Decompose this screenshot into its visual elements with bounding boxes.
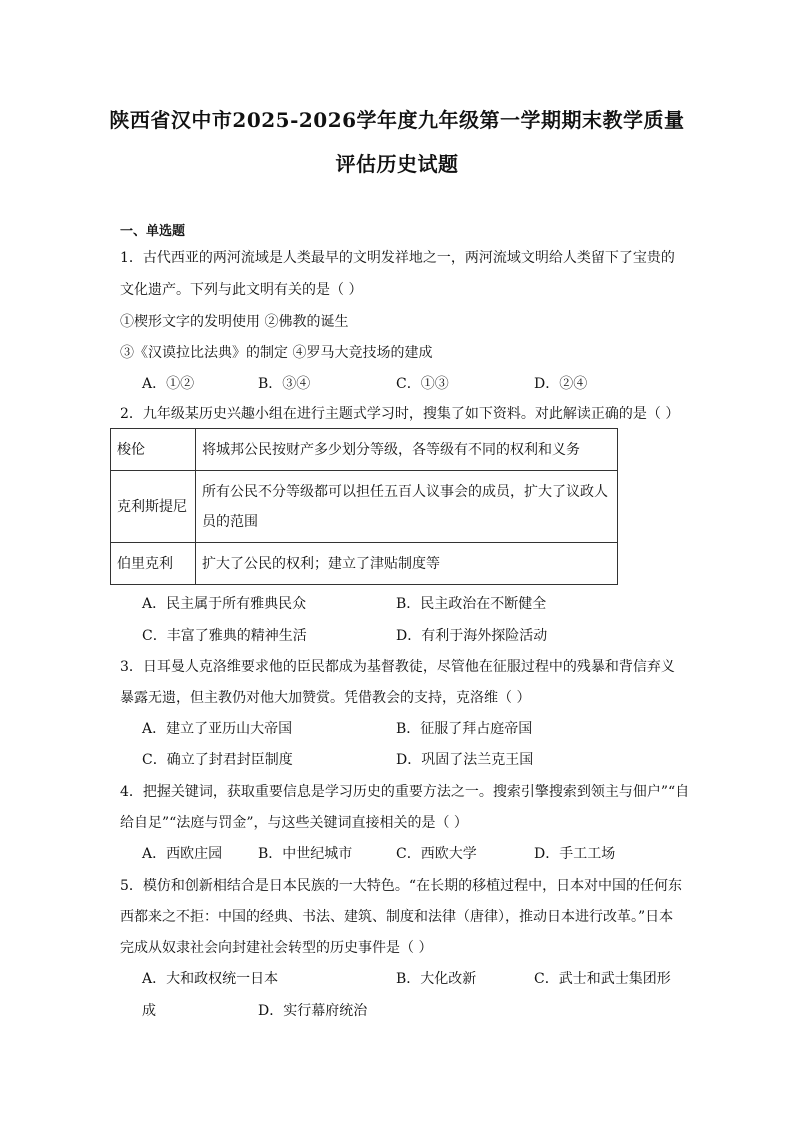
table-cell-text: 所有公民不分等级都可以担任五百人议事会的成员，扩大了议政人员的范围: [196, 471, 618, 543]
q2-option-d[interactable]: D．有利于海外探险活动: [396, 628, 548, 644]
q5-option-c-wrap[interactable]: 成: [142, 1003, 156, 1019]
table-row: [111, 429, 618, 471]
q1-option-a[interactable]: A．①②: [142, 376, 195, 392]
q2-source-table: [110, 428, 618, 585]
q3-stem-line-1: 3．日耳曼人克洛维要求他的臣民都成为基督教徒，尽管他在征服过程中的残暴和背信弃义: [120, 659, 675, 675]
q1-option-d[interactable]: D．②④: [534, 376, 588, 392]
q2-option-a[interactable]: A．民主属于所有雅典民众: [142, 596, 307, 612]
q3-option-d[interactable]: D．巩固了法兰克王国: [396, 752, 534, 768]
q2-stem: 2．九年级某历史兴趣小组在进行主题式学习时，搜集了如下资料。对此解读正确的是（ ）: [120, 406, 680, 422]
q1-item-line-2: ③《汉谟拉比法典》的制定 ④罗马大竞技场的建成: [120, 345, 433, 361]
q1-stem-line-2: 文化遗产。下列与此文明有关的是（ ）: [120, 282, 363, 298]
q3-option-c[interactable]: C．确立了封君封臣制度: [142, 752, 293, 768]
table-cell-text: 将城邦公民按财产多少划分等级，各等级有不同的权利和义务: [196, 429, 618, 471]
q3-option-b[interactable]: B．征服了拜占庭帝国: [396, 721, 533, 737]
q4-option-c[interactable]: C．西欧大学: [396, 846, 477, 862]
q1-option-b[interactable]: B．③④: [258, 376, 311, 392]
q4-option-b[interactable]: B．中世纪城市: [258, 846, 353, 862]
q1-item-line-1: ①楔形文字的发明使用 ②佛教的诞生: [120, 314, 349, 330]
table-row: [111, 543, 618, 585]
q2-option-b[interactable]: B．民主政治在不断健全: [396, 596, 547, 612]
q3-option-a[interactable]: A．建立了亚历山大帝国: [142, 721, 293, 737]
q5-option-a[interactable]: A．大和政权统一日本: [142, 971, 279, 987]
q5-stem-line-1: 5．模仿和创新相结合是日本民族的一大特色。“在长期的移植过程中，日本对中国的任何东: [120, 878, 683, 894]
q4-option-a[interactable]: A．西欧庄园: [142, 846, 223, 862]
section-heading: 一、单选题: [120, 224, 186, 239]
q5-option-c[interactable]: C．武士和武士集团形: [534, 971, 671, 987]
q3-stem-line-2: 暴露无遗，但主教仍对他大加赞赏。凭借教会的支持，克洛维（ ）: [120, 690, 531, 706]
q2-option-c[interactable]: C．丰富了雅典的精神生活: [142, 628, 307, 644]
table-cell-text: 扩大了公民的权利；建立了津贴制度等: [196, 543, 618, 585]
q5-option-b[interactable]: B．大化改新: [396, 971, 477, 987]
q1-option-c[interactable]: C．①③: [396, 376, 449, 392]
exam-title-line-1: 陕西省汉中市2025-2026学年度九年级第一学期期末教学质量: [109, 108, 685, 132]
q5-option-d[interactable]: D．实行幕府统治: [258, 1003, 368, 1019]
exam-title-line-2: 评估历史试题: [335, 152, 459, 176]
table-row: [111, 471, 618, 543]
table-cell-name: 克利斯提尼: [111, 471, 196, 543]
q4-stem-line-1: 4．把握关键词，获取重要信息是学习历史的重要方法之一。搜索引擎搜索到领主与佃户”“自: [120, 784, 690, 800]
q4-option-d[interactable]: D．手工工场: [534, 846, 616, 862]
q5-stem-line-3: 完成从奴隶社会向封建社会转型的历史事件是（ ）: [120, 940, 433, 956]
q1-stem-line-1: 1．古代西亚的两河流域是人类最早的文明发祥地之一，两河流域文明给人类留下了宝贵的: [120, 250, 675, 266]
table-cell-name: 伯里克利: [111, 543, 196, 585]
table-cell-name: 梭伦: [111, 429, 196, 471]
q5-stem-line-2: 西都来之不拒：中国的经典、书法、建筑、制度和法律（唐律），推动日本进行改革。”日本: [120, 909, 674, 925]
q4-stem-line-2: 给自足”“法庭与罚金”，与这些关键词直接相关的是（ ）: [120, 815, 468, 831]
